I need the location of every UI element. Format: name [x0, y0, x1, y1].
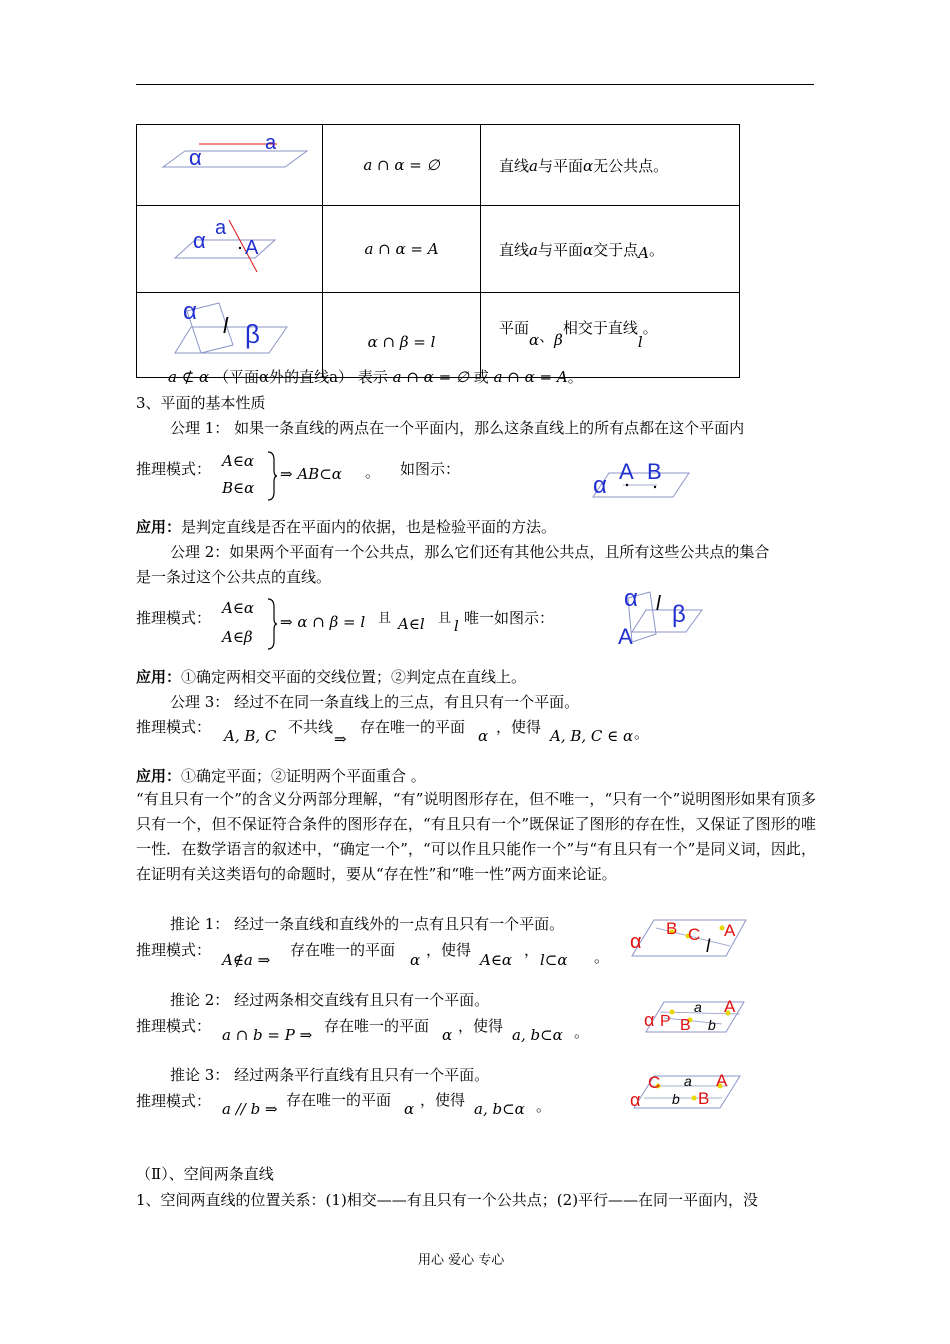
desc-pre: 平面: [499, 318, 530, 337]
cor1-r2: l⊂α: [540, 951, 568, 969]
figure-cell: [137, 293, 323, 378]
a-label: a: [684, 1073, 692, 1089]
A-label: A: [618, 624, 633, 649]
desc-end: 。: [642, 318, 658, 337]
table-row: [137, 293, 740, 378]
cor1-dot: 。: [594, 948, 610, 966]
desc-sep: 、: [539, 326, 555, 345]
app1: [136, 516, 556, 537]
ax2-and2: 且: [438, 611, 452, 626]
section2-title: （Ⅱ）、空间两条直线: [136, 1165, 274, 1183]
A-label: A: [245, 237, 259, 259]
ax3-points: A, B, C: [224, 727, 277, 745]
l-label: l: [223, 313, 228, 338]
ax2-premise-bottom: A∈β: [222, 628, 253, 646]
alpha-label: α: [624, 585, 638, 612]
outside-end: 。: [567, 368, 583, 386]
corollary1-figure: [626, 912, 751, 962]
ax3-comma: ，使得: [496, 718, 542, 736]
alpha-label: α: [630, 1090, 641, 1110]
cor3-result: a, b⊂α: [474, 1100, 525, 1118]
alpha-label: α: [189, 145, 202, 170]
notation: α ∩ β = l: [367, 333, 436, 351]
cor2-lhs: a ∩ b = P ⇒: [222, 1026, 313, 1044]
l-label: l: [706, 936, 710, 956]
outside-expr2: a ∩ α = A: [493, 368, 568, 386]
desc-post: 无公共点。: [593, 156, 669, 175]
cor2-comma: ，使得: [458, 1017, 504, 1035]
ax3-alpha: α: [478, 727, 489, 745]
description-cell: [481, 206, 740, 293]
cor3-comma: ，使得: [420, 1091, 466, 1109]
cor1-sep: ，: [524, 941, 540, 959]
brace-icon: [266, 450, 278, 502]
app3: [136, 765, 426, 786]
cor3-lhs: a // b ⇒: [222, 1100, 278, 1118]
notation: a ∩ α = ∅: [363, 156, 440, 174]
alpha-label: α: [593, 472, 607, 499]
corollary3-figure: [628, 1068, 748, 1114]
corollary2-figure: [640, 994, 750, 1038]
cor2-result: a, b⊂α: [512, 1026, 563, 1044]
table-row: [137, 125, 740, 206]
desc-a: a: [529, 156, 538, 175]
outside-paren: （平面α外的直线a）: [213, 368, 354, 386]
app-label: 应用：: [136, 668, 182, 686]
axiom1-figure: [585, 455, 695, 501]
desc-alpha: α: [582, 240, 594, 259]
notation-cell: [323, 293, 481, 378]
desc-mid: 与平面: [537, 240, 583, 259]
desc-a: a: [529, 240, 538, 259]
ax3-exist: 存在唯一的平面: [360, 718, 466, 736]
ax2-premise-top: A∈α: [222, 599, 255, 617]
l-label: l: [656, 593, 661, 615]
A-label: A: [619, 459, 634, 484]
ax2-mid: A∈l: [398, 615, 425, 633]
b-label: b: [708, 1017, 716, 1033]
ax1-fig-label: 如图示：: [400, 460, 461, 478]
a-label: a: [215, 217, 227, 239]
B-label: B: [698, 1089, 710, 1108]
app-label: 应用：: [136, 518, 182, 536]
ax2-l: l: [454, 617, 459, 635]
cor2-dot: 。: [574, 1023, 590, 1041]
C-label: C: [648, 1073, 661, 1092]
description-cell: [481, 125, 740, 206]
desc-post: 交于点: [593, 240, 639, 259]
description-cell: [481, 293, 740, 378]
planes-intersect-figure: [137, 293, 322, 373]
ax2-and1: 且: [378, 611, 392, 626]
B-label: B: [680, 1017, 691, 1034]
app3-text: ①确定平面；②证明两个平面重合 。: [181, 767, 426, 785]
alpha-label: α: [183, 298, 197, 325]
ax3-dot: 。: [634, 724, 650, 742]
corollary2: 推论 2： 经过两条相交直线有且只有一个平面。: [170, 991, 490, 1009]
outside-expr1: a ∩ α = ∅: [392, 368, 469, 386]
ax1-premise-top: A∈α: [222, 452, 255, 470]
ax1-dot: 。: [365, 463, 381, 481]
table-row: [137, 206, 740, 293]
desc-point: A: [638, 243, 649, 262]
app-label: 应用：: [136, 767, 182, 785]
beta-label: β: [245, 319, 260, 349]
axiom2-line2: 是一条过这个公共点的直线。: [136, 568, 332, 586]
cor3-mode-label: 推理模式：: [136, 1092, 212, 1110]
desc-mid: 相交于直线: [562, 318, 638, 337]
relations-table: [136, 124, 740, 378]
B-label: B: [647, 459, 662, 484]
ax3-result: A, B, C ∈ α: [550, 727, 634, 745]
cor1-mode-label: 推理模式：: [136, 941, 212, 959]
outside-lhs: a ⊄ α: [168, 368, 210, 386]
cor1-comma: ，使得: [426, 941, 472, 959]
app2-text: ①确定两相交平面的交线位置；②判定点在直线上。: [181, 668, 527, 686]
figure-cell: [137, 125, 323, 206]
ax1-mode-label: 推理模式：: [136, 460, 212, 478]
axiom2-line1: 公理 2：如果两个平面有一个公共点，那么它们还有其他公共点，且所有这些公共点的集合: [170, 543, 770, 561]
axiom1: 公理 1： 如果一条直线的两点在一个平面内，那么这条直线上的所有点都在这个平面内: [170, 419, 745, 437]
A-label: A: [724, 997, 736, 1016]
A-label: A: [716, 1071, 728, 1090]
axiom2-figure: [610, 584, 710, 654]
section3-title: 3、平面的基本性质: [136, 394, 266, 412]
desc-l: l: [637, 332, 643, 351]
cor3-dot: 。: [536, 1097, 552, 1115]
notation: a ∩ α = A: [364, 240, 439, 258]
cor1-exist: 存在唯一的平面: [290, 941, 396, 959]
uniqueness-paragraph: “有且只有一个”的含义分两部分理解，“有”说明图形存在，但不唯一，“只有一个”说明图形如果有顶多只有一个，但不保证符合条件的图形存在，“有且只有一个”既保证了图形的存在性，又保证了图形的唯一性．在数学语言的叙述中，“确定一个”，“可以作且只能作一个”与“有且只有一个”是同义词，因此，在证明有关这类语句的命题时，要从“存在性”和“唯一性”两方面来论证。: [136, 790, 816, 883]
P-label: P: [660, 1013, 671, 1030]
alpha-label: α: [630, 931, 642, 953]
desc-mid: 与平面: [537, 156, 583, 175]
notation-cell: [323, 206, 481, 293]
ax2-tail: 唯一如图示：: [464, 609, 555, 627]
alpha-label: α: [644, 1010, 655, 1030]
line-intersect-plane-figure: [137, 206, 322, 288]
cor2-exist: 存在唯一的平面: [324, 1017, 430, 1035]
cor3-exist: 存在唯一的平面: [286, 1091, 392, 1109]
ax3-mode-label: 推理模式：: [136, 718, 212, 736]
desc-beta: β: [554, 330, 563, 349]
cor2-alpha: α: [442, 1026, 453, 1044]
outside-mid: 表示: [357, 368, 388, 386]
ax3-arrow: ⇒: [334, 730, 347, 748]
cor1-r1: A∈α: [480, 951, 513, 969]
a-label: a: [265, 132, 277, 154]
ax3-noncollinear: 不共线: [288, 718, 334, 736]
section2-line1: 1、空间两直线的位置关系：(1)相交——有且只有一个公共点；(2)平行——在同一平面内，没: [136, 1191, 759, 1209]
corollary1: 推论 1： 经过一条直线和直线外的一点有且只有一个平面。: [170, 915, 565, 933]
cor2-mode-label: 推理模式：: [136, 1017, 212, 1035]
outside-line: [168, 366, 583, 387]
desc-alpha: α: [529, 330, 540, 349]
ax2-mode-label: 推理模式：: [136, 609, 212, 627]
footer: 用心 爱心 专心: [418, 1253, 505, 1268]
B-label: B: [666, 919, 678, 938]
figure-cell: [137, 206, 323, 293]
cor1-alpha: α: [410, 951, 421, 969]
alpha-label: α: [193, 228, 206, 253]
line-parallel-plane-figure: [137, 125, 322, 201]
notation-cell: [323, 125, 481, 206]
a-label: a: [694, 999, 702, 1015]
C-label: C: [688, 925, 701, 944]
cor3-alpha: α: [404, 1100, 415, 1118]
ax1-premise-bottom: B∈α: [222, 479, 255, 497]
app2: [136, 666, 526, 687]
app1-text: 是判定直线是否在平面内的依据，也是检验平面的方法。: [181, 518, 557, 536]
A-label: A: [724, 921, 736, 940]
beta-label: β: [672, 601, 686, 628]
brace-icon: [266, 597, 278, 651]
desc-pre: 直线: [499, 156, 530, 175]
outside-or: 或: [473, 368, 489, 386]
axiom3: 公理 3： 经过不在同一条直线上的三点，有且只有一个平面。: [170, 693, 580, 711]
ax2-result: ⇒ α ∩ β = l: [280, 613, 366, 631]
desc-end: 。: [648, 240, 664, 259]
corollary3: 推论 3： 经过两条平行直线有且只有一个平面。: [170, 1066, 490, 1084]
desc-pre: 直线: [499, 240, 530, 259]
header-rule: [136, 84, 814, 85]
cor1-lhs: A∉a ⇒: [222, 951, 271, 969]
b-label: b: [672, 1091, 680, 1107]
ax1-result: ⇒ AB⊂α: [280, 465, 342, 483]
desc-alpha: α: [582, 156, 594, 175]
